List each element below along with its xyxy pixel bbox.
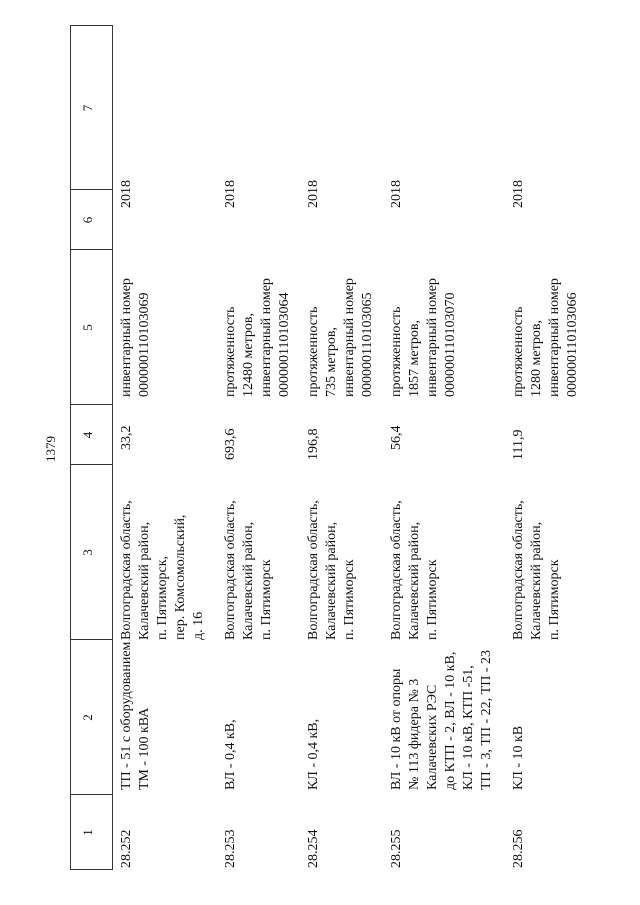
object-value: 196,8 — [306, 428, 321, 460]
text-line: инвентарный номер — [547, 278, 562, 397]
rotated-table-frame — [70, 25, 620, 870]
text-line: п. Пятиморск — [342, 559, 357, 640]
object-name — [388, 650, 496, 790]
header-bottom-rule — [112, 25, 113, 870]
row-number: 28.252 — [119, 829, 134, 868]
header-col-2: 2 — [80, 714, 95, 721]
row-number: 28.256 — [511, 829, 526, 868]
text-line: инвентарный номер — [259, 278, 274, 397]
text-line: Волгоградская область, — [223, 500, 238, 640]
text-line: Волгоградская область, — [119, 500, 134, 640]
text-line: КЛ - 10 кВ — [511, 725, 526, 790]
row-number: 28.253 — [223, 829, 238, 868]
text-line: до КТП - 2, ВЛ - 10 кВ, — [443, 651, 458, 790]
text-line: пер. Комсомольский, — [173, 514, 188, 640]
text-line: ВЛ - 10 кВ от опоры — [389, 668, 404, 790]
text-line: ВЛ - 0,4 кВ, — [223, 719, 238, 790]
object-address — [388, 500, 442, 640]
object-value: 33,2 — [119, 425, 134, 450]
row-number: 28.255 — [389, 829, 404, 868]
object-description — [118, 278, 154, 397]
header-col-6: 6 — [80, 216, 95, 224]
object-address — [118, 500, 208, 640]
text-line: ТМ - 100 кВА — [137, 707, 152, 790]
text-line: п. Пятиморск — [547, 559, 562, 640]
object-address — [305, 500, 359, 640]
text-line: Калачевский район, — [137, 521, 152, 640]
text-line: 000000110103070 — [443, 292, 458, 397]
text-line: 1857 метров, — [407, 320, 422, 397]
object-value: 56,4 — [389, 425, 404, 450]
object-year: 2018 — [511, 180, 526, 208]
header-col-1: 1 — [80, 829, 95, 836]
object-value: 111,9 — [511, 429, 526, 460]
header-col-5: 5 — [80, 324, 95, 331]
header-col-7: 7 — [80, 104, 95, 112]
object-year: 2018 — [119, 180, 134, 208]
text-line: 000000110103066 — [565, 292, 580, 397]
object-description — [510, 278, 582, 397]
object-year: 2018 — [306, 180, 321, 208]
text-line: 735 метров, — [324, 327, 339, 397]
text-line: инвентарный номер — [119, 278, 134, 397]
object-value: 693,6 — [223, 428, 238, 460]
header-col-4: 4 — [80, 431, 95, 439]
text-line: ТП - 51 с оборудованием — [119, 641, 134, 790]
object-year: 2018 — [223, 180, 238, 208]
text-line: Калачевский район, — [241, 521, 256, 640]
text-line: протяженность — [223, 306, 238, 397]
text-line: Калачевский район, — [324, 521, 339, 640]
text-line: 000000110103064 — [277, 292, 292, 397]
property-table — [70, 25, 620, 870]
object-name — [510, 726, 528, 790]
text-line: п. Пятиморск, — [155, 555, 170, 640]
text-line: п. Пятиморск — [425, 559, 440, 640]
text-line: Волгоградская область, — [389, 500, 404, 640]
text-line: 12480 метров, — [241, 313, 256, 397]
object-description — [388, 278, 460, 397]
text-line: п. Пятиморск — [259, 559, 274, 640]
row-number: 28.254 — [306, 829, 321, 868]
text-line: инвентарный номер — [342, 278, 357, 397]
text-line: ТП - 3, ТП - 22, ТП - 23 — [479, 650, 494, 790]
text-line: Калачевских РЭС — [425, 684, 440, 790]
text-line: протяженность — [511, 306, 526, 397]
text-line: Калачевский район, — [407, 521, 422, 640]
text-line: протяженность — [389, 306, 404, 397]
text-line: 1280 метров, — [529, 320, 544, 397]
header-col-3: 3 — [80, 549, 95, 556]
text-line: инвентарный номер — [425, 278, 440, 397]
object-name — [118, 642, 154, 790]
object-name — [222, 719, 240, 790]
text-line: д. 16 — [191, 611, 206, 640]
object-address — [510, 500, 564, 640]
text-line: Волгоградская область, — [306, 500, 321, 640]
object-year: 2018 — [389, 180, 404, 208]
text-line: Калачевский район, — [529, 521, 544, 640]
text-line: 000000110103065 — [360, 292, 375, 397]
text-line: протяженность — [306, 306, 321, 397]
object-description — [305, 278, 377, 397]
object-name — [305, 719, 323, 790]
text-line: № 113 фидера № 3 — [407, 678, 422, 790]
object-address — [222, 500, 276, 640]
page-number: 1379 — [43, 436, 58, 462]
object-description — [222, 278, 294, 397]
text-line: КЛ - 10 кВ, КТП -51, — [461, 665, 476, 790]
text-line: КЛ - 0,4 кВ, — [306, 718, 321, 790]
text-line: Волгоградская область, — [511, 500, 526, 640]
text-line: 000000110103069 — [137, 292, 152, 397]
